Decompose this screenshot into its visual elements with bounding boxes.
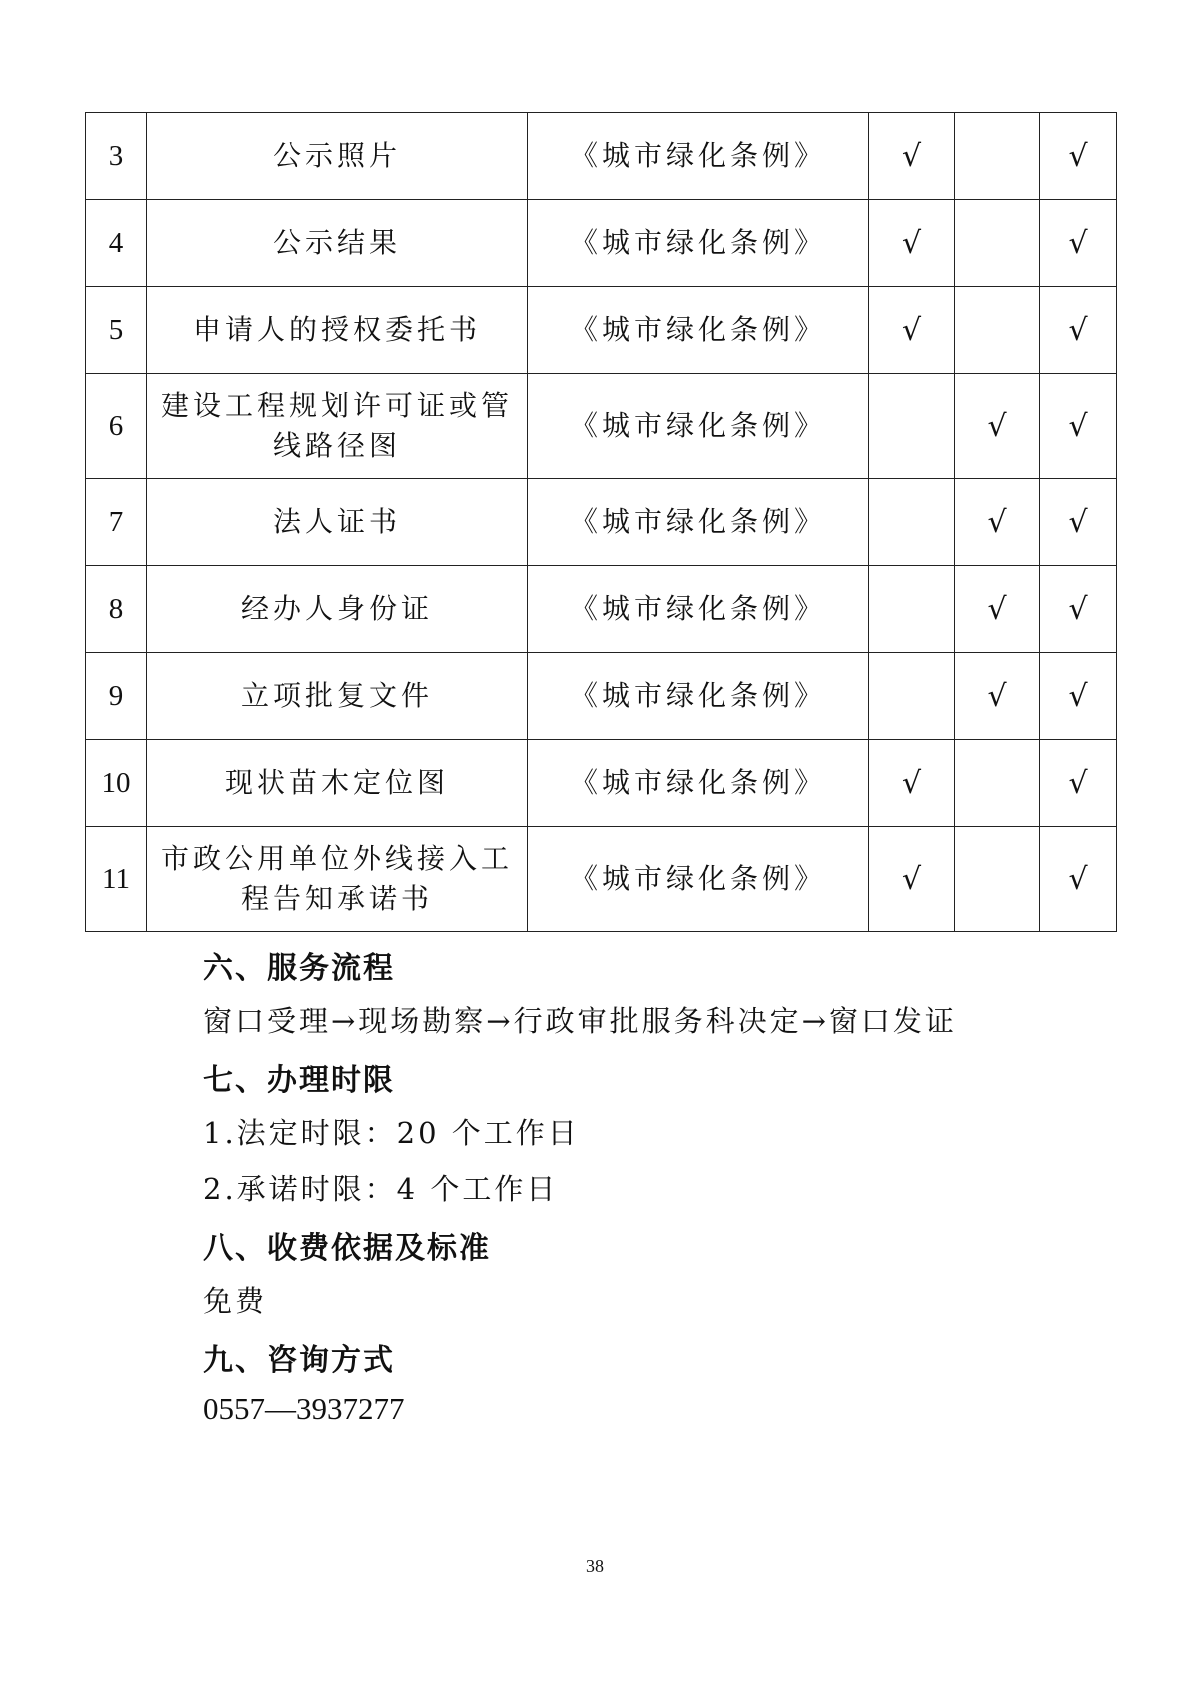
check-mark: √ <box>955 653 1040 740</box>
table-row <box>86 200 1117 287</box>
table-row <box>86 374 1117 479</box>
row-number: 3 <box>86 113 147 200</box>
check-mark: √ <box>1040 113 1117 200</box>
check-mark: √ <box>1040 479 1117 566</box>
row-number: 8 <box>86 566 147 653</box>
check-mark: √ <box>1040 200 1117 287</box>
material-name: 市政公用单位外线接入工程告知承诺书 <box>147 827 528 932</box>
row-number: 10 <box>86 740 147 827</box>
fee-text: 免费 <box>203 1284 268 1318</box>
check-mark <box>869 566 955 653</box>
time-limit-promise: 2.承诺时限：4 个工作日 <box>203 1172 559 1206</box>
check-mark: √ <box>869 287 955 374</box>
check-mark <box>955 740 1040 827</box>
legal-basis: 《城市绿化条例》 <box>528 740 869 827</box>
check-mark <box>869 374 955 479</box>
row-number: 11 <box>86 827 147 932</box>
row-number: 5 <box>86 287 147 374</box>
material-name: 法人证书 <box>147 479 528 566</box>
check-mark: √ <box>1040 740 1117 827</box>
check-mark <box>955 200 1040 287</box>
section-heading-time-limit: 七、办理时限 <box>203 1063 395 1098</box>
material-name: 申请人的授权委托书 <box>147 287 528 374</box>
legal-basis: 《城市绿化条例》 <box>528 653 869 740</box>
legal-basis: 《城市绿化条例》 <box>528 479 869 566</box>
legal-basis: 《城市绿化条例》 <box>528 566 869 653</box>
service-flow-text: 窗口受理→现场勘察→行政审批服务科决定→窗口发证 <box>203 1004 957 1038</box>
check-mark <box>955 113 1040 200</box>
check-mark <box>955 287 1040 374</box>
check-mark: √ <box>869 113 955 200</box>
row-number: 9 <box>86 653 147 740</box>
legal-basis: 《城市绿化条例》 <box>528 374 869 479</box>
legal-basis: 《城市绿化条例》 <box>528 200 869 287</box>
check-mark: √ <box>955 566 1040 653</box>
check-mark <box>869 653 955 740</box>
table-row <box>86 827 1117 932</box>
material-name: 立项批复文件 <box>147 653 528 740</box>
check-mark: √ <box>1040 374 1117 479</box>
row-number: 4 <box>86 200 147 287</box>
time-limit-legal: 1.法定时限：20 个工作日 <box>203 1116 580 1150</box>
check-mark: √ <box>955 374 1040 479</box>
section-heading-service-flow: 六、服务流程 <box>203 951 395 986</box>
table-row <box>86 479 1117 566</box>
table-row <box>86 653 1117 740</box>
check-mark <box>869 479 955 566</box>
check-mark: √ <box>1040 827 1117 932</box>
page-number: 38 <box>586 1556 604 1576</box>
contact-phone: 0557—3937277 <box>203 1391 405 1426</box>
row-number: 7 <box>86 479 147 566</box>
check-mark: √ <box>869 827 955 932</box>
legal-basis: 《城市绿化条例》 <box>528 113 869 200</box>
table-row <box>86 740 1117 827</box>
material-name: 公示照片 <box>147 113 528 200</box>
check-mark: √ <box>869 740 955 827</box>
section-heading-contact: 九、咨询方式 <box>203 1343 395 1378</box>
check-mark: √ <box>1040 287 1117 374</box>
material-name: 公示结果 <box>147 200 528 287</box>
material-name: 经办人身份证 <box>147 566 528 653</box>
check-mark: √ <box>955 479 1040 566</box>
row-number: 6 <box>86 374 147 479</box>
check-mark: √ <box>1040 566 1117 653</box>
table-row <box>86 566 1117 653</box>
material-name: 建设工程规划许可证或管线路径图 <box>147 374 528 479</box>
check-mark <box>955 827 1040 932</box>
legal-basis: 《城市绿化条例》 <box>528 827 869 932</box>
material-name: 现状苗木定位图 <box>147 740 528 827</box>
materials-table <box>85 112 1117 932</box>
check-mark: √ <box>869 200 955 287</box>
check-mark: √ <box>1040 653 1117 740</box>
section-heading-fee: 八、收费依据及标准 <box>203 1231 491 1266</box>
table-row <box>86 287 1117 374</box>
legal-basis: 《城市绿化条例》 <box>528 287 869 374</box>
table-row <box>86 113 1117 200</box>
